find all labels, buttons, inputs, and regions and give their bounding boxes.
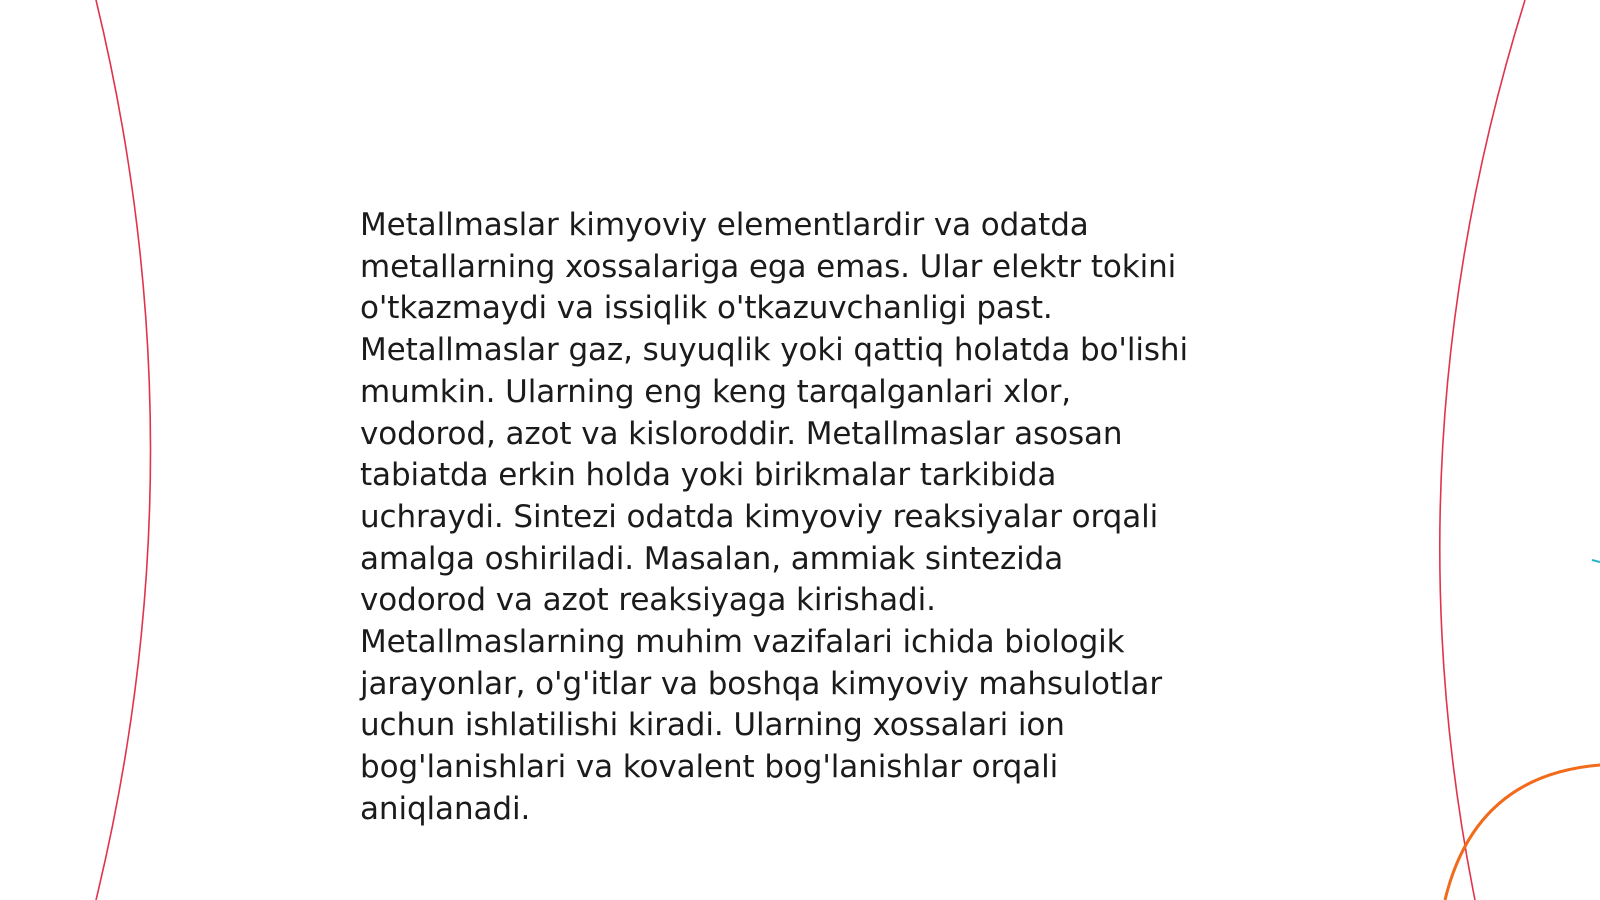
right-curve-line	[1440, 0, 1525, 900]
left-curve-line	[96, 0, 151, 900]
teal-mark	[1592, 560, 1600, 562]
orange-arc	[1445, 765, 1600, 900]
body-text: Metallmaslar kimyoviy elementlardir va odatda metallarning xossalariga ega emas. Ular elektr tokini o'tkazmaydi va issiqlik o'tkazuvchanligi past. Metallmaslar gaz, suyuqlik yoki qattiq holatda bo'lishi mumkin. Ularning eng keng tarqalganlari xlor, vodorod, azot va kisloroddir. Metallmaslar asosan tabiatda erkin holda yoki birikmalar tarkibida uchraydi. Sintezi odatda kimyoviy reaksiyalar orqali amalga oshiriladi. Masalan, ammiak sintezida vodorod va azot reaksiyaga kirishadi. Metallmaslarning muhim vazifalari ichida biologik jarayonlar, o'g'itlar va boshqa kimyoviy mahsulotlar uchun ishlatilishi kiradi. Ularning xossalari ion bog'lanishlari va kovalent bog'lanishlar orqali aniqlanadi.	[360, 207, 1188, 827]
